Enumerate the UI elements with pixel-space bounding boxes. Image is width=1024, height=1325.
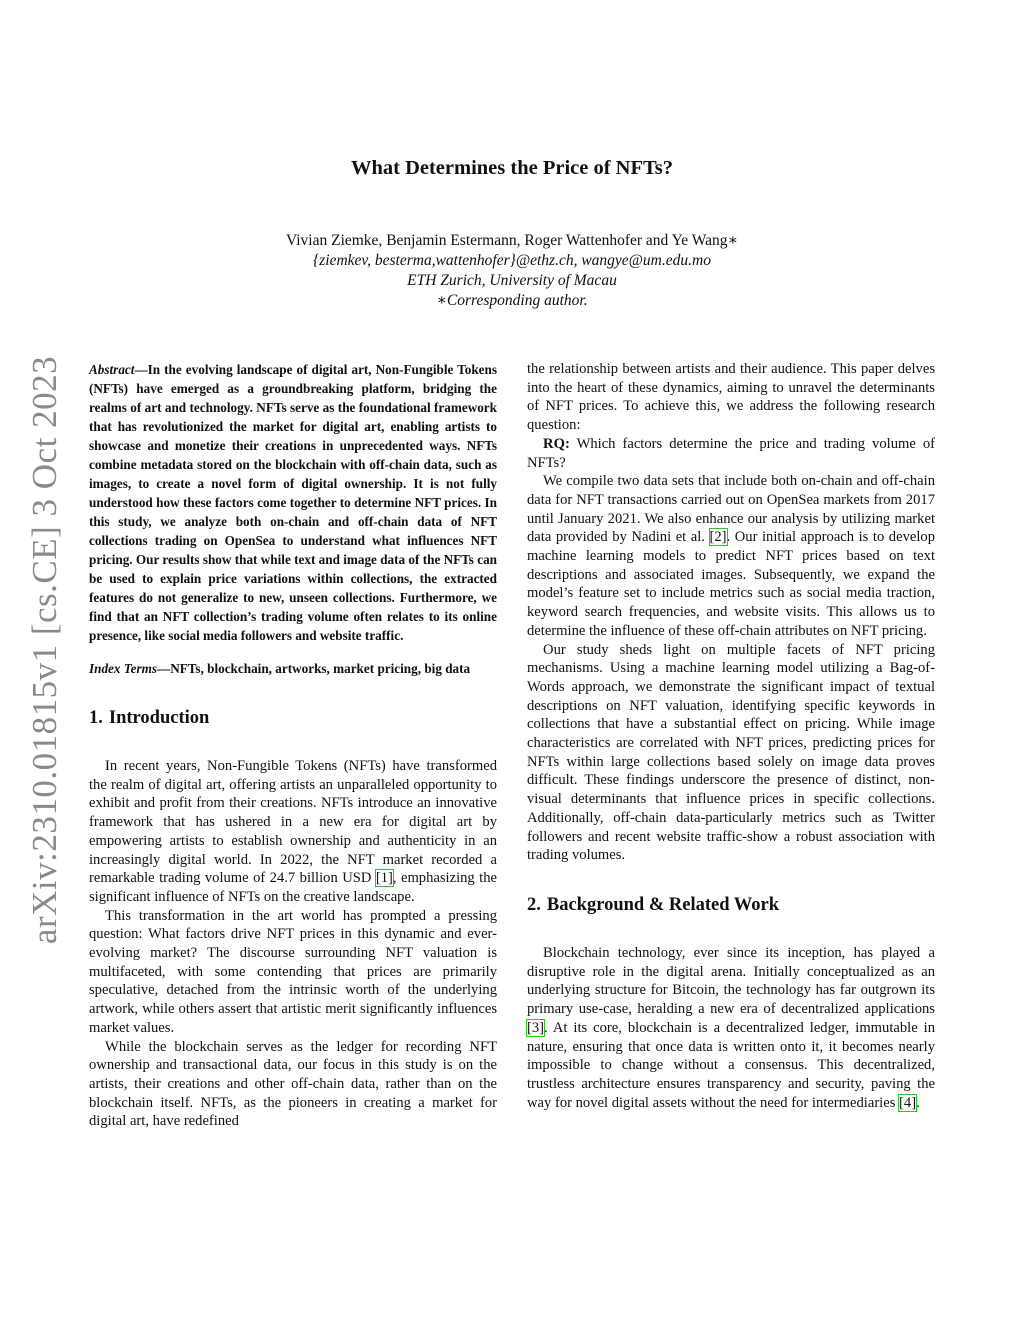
- citation-link[interactable]: [3]: [527, 1019, 545, 1036]
- author-emails: {ziemkev, besterma,wattenhofer}@ethz.ch, wangye@um.edu.mo: [313, 252, 711, 269]
- citation-link[interactable]: [1]: [375, 870, 393, 887]
- citation-link[interactable]: [2]: [709, 529, 727, 546]
- paragraph-text: , emphasizing the significant influence of NFTs on the creative landscape.: [89, 870, 497, 905]
- paragraph-text: Blockchain technology, ever since its inception, has played a disruptive role in the digital arena. Initially conceptualized as an underlying structure for Bitcoin, the technology has far outgrown its primary use-case, heralding a new era of decentralized applications: [527, 944, 935, 1018]
- citation-link[interactable]: [4]: [899, 1094, 917, 1111]
- section-number: 1.: [89, 708, 103, 728]
- paragraph-text: We compile two data sets that include both on-chain and off-chain data for NFT transactions carried out on OpenSea markets from 2017 until January 2021. We also enhance our analysis by utilizing market data provided by Nadini et al.: [527, 473, 935, 546]
- paper-title: What Determines the Price of NFTs?: [350, 157, 674, 179]
- intro-paragraph-5: Our study sheds light on multiple facets of NFT pricing mechanisms. Using a machine learning model utilizing a Bag-of-Words approach, we demonstrate the significant impact of textual descriptions on NFT valuation, identifying specific keywords in collections that have a substantial effect on pricing. While image characteristics are correlated with NFT prices, predicting prices for NFTs within large collections based solely on image data proves difficult. These findings underscore the presence of distinct, non-visual determinants that influence prices in specific collections. Additionally, off-chain data-particularly metrics such as Twitter followers and recent website traffic-show a robust association with trading volumes.: [527, 641, 935, 864]
- paragraph-text: In recent years, Non-Fungible Tokens (NFTs) have transformed the realm of digital art, offering artists an unparalleled opportunity to exhibit and profit from their creations. NFTs introduce an innovative framework that has ushered in a new era for digital art by empowering artists to establish ownership and authenticity in an increasingly digital world. In 2022, the NFT market recorded a remarkable trading volume of 24.7 billion USD: [89, 758, 497, 887]
- author-names: Vivian Ziemke, Benjamin Estermann, Roger Wattenhofer and Ye Wang∗: [285, 232, 739, 249]
- author-block: [0, 231, 1024, 311]
- author-affiliation: ETH Zurich, University of Macau: [407, 272, 617, 289]
- section-title: Background & Related Work: [546, 894, 780, 915]
- corresponding-author-note: ∗Corresponding author.: [436, 292, 588, 309]
- intro-paragraph-3-continued: the relationship between artists and their audience. This paper delves into the heart of these dynamics, aiming to unravel the determinants of NFT prices. To achieve this, we address the following research question:: [527, 361, 935, 434]
- research-question: [527, 435, 935, 472]
- paragraph-text: .: [916, 1094, 920, 1111]
- index-terms-text: —NFTs, blockchain, artworks, market pricing, big data: [157, 661, 471, 676]
- arxiv-identifier-stamp: arXiv:2310.01815v1 [cs.CE] 3 Oct 2023: [25, 355, 64, 945]
- index-terms: [89, 659, 497, 678]
- research-question-label: RQ:: [543, 435, 570, 452]
- section-title: Introduction: [108, 708, 210, 728]
- left-column: [89, 360, 497, 1131]
- abstract: [89, 360, 497, 645]
- abstract-text: —In the evolving landscape of digital art, Non-Fungible Tokens (NFTs) have emerged as a groundbreaking platform, bridging the realms of art and technology. NFTs serve as the foundational framework that has revolutionized the market for digital art, enabling artists to showcase and monetize their creations in unprecedented ways. NFTs combine metadata stored on the blockchain with off-chain data, such as images, to create a novel form of digital ownership. It is not fully understood how these factors come together to determine NFT prices. In this study, we analyze both on-chain and off-chain data of NFT collections trading on OpenSea to understand what influences NFT pricing. Our results show that while text and image data of the NFTs can be used to explain price variations within collections, the extracted features do not generalize to new, unseen collections. Furthermore, we find that an NFT collection’s trading volume often relates to its online presence, like social media followers and website traffic.: [89, 362, 497, 643]
- section-heading-introduction: [89, 707, 497, 729]
- paragraph-text: . Our initial approach is to develop machine learning models to predict NFT prices based on text descriptions and associated images. Subsequently, we expand the model’s feature set to include metrics such as social media traction, keyword search frequencies, and website visits. This allows us to determine the influence of these off-chain attributes on NFT pricing.: [527, 529, 935, 639]
- intro-paragraph-4: [527, 472, 935, 640]
- section-heading-background: [527, 894, 935, 916]
- intro-paragraph-2: This transformation in the art world has prompted a pressing question: What factors drive NFT prices in this dynamic and ever-evolving market? The discourse surrounding NFT valuation is multifaceted, with some contending that prices are primarily speculative, detached from the intrinsic worth of the underlying artwork, while others assert that artistic merit significantly influences market values.: [89, 907, 497, 1036]
- paragraph-text: . At its core, blockchain is a decentralized ledger, immutable in nature, ensuring that once data is written onto it, it becomes nearly impossible to change without a consensus. This decentralized, trustless architecture ensures transparency and security, paving the way for novel digital assets without the need for intermediaries: [527, 1019, 935, 1111]
- intro-paragraph-1: [89, 757, 497, 907]
- section-number: 2.: [527, 894, 541, 915]
- intro-paragraph-3: While the blockchain serves as the ledger for recording NFT ownership and transactional data, our focus in this study is on the artists, their creations and other off-chain data, rather than on the blockchain itself. NFTs, as the pioneers in creating a market for digital art, have redefined: [89, 1038, 497, 1130]
- index-terms-label: Index Terms: [89, 661, 158, 676]
- research-question-text: Which factors determine the price and trading volume of NFTs?: [527, 435, 935, 471]
- right-column: [527, 360, 935, 1112]
- abstract-label: Abstract: [89, 362, 135, 377]
- background-paragraph-1: [527, 944, 935, 1112]
